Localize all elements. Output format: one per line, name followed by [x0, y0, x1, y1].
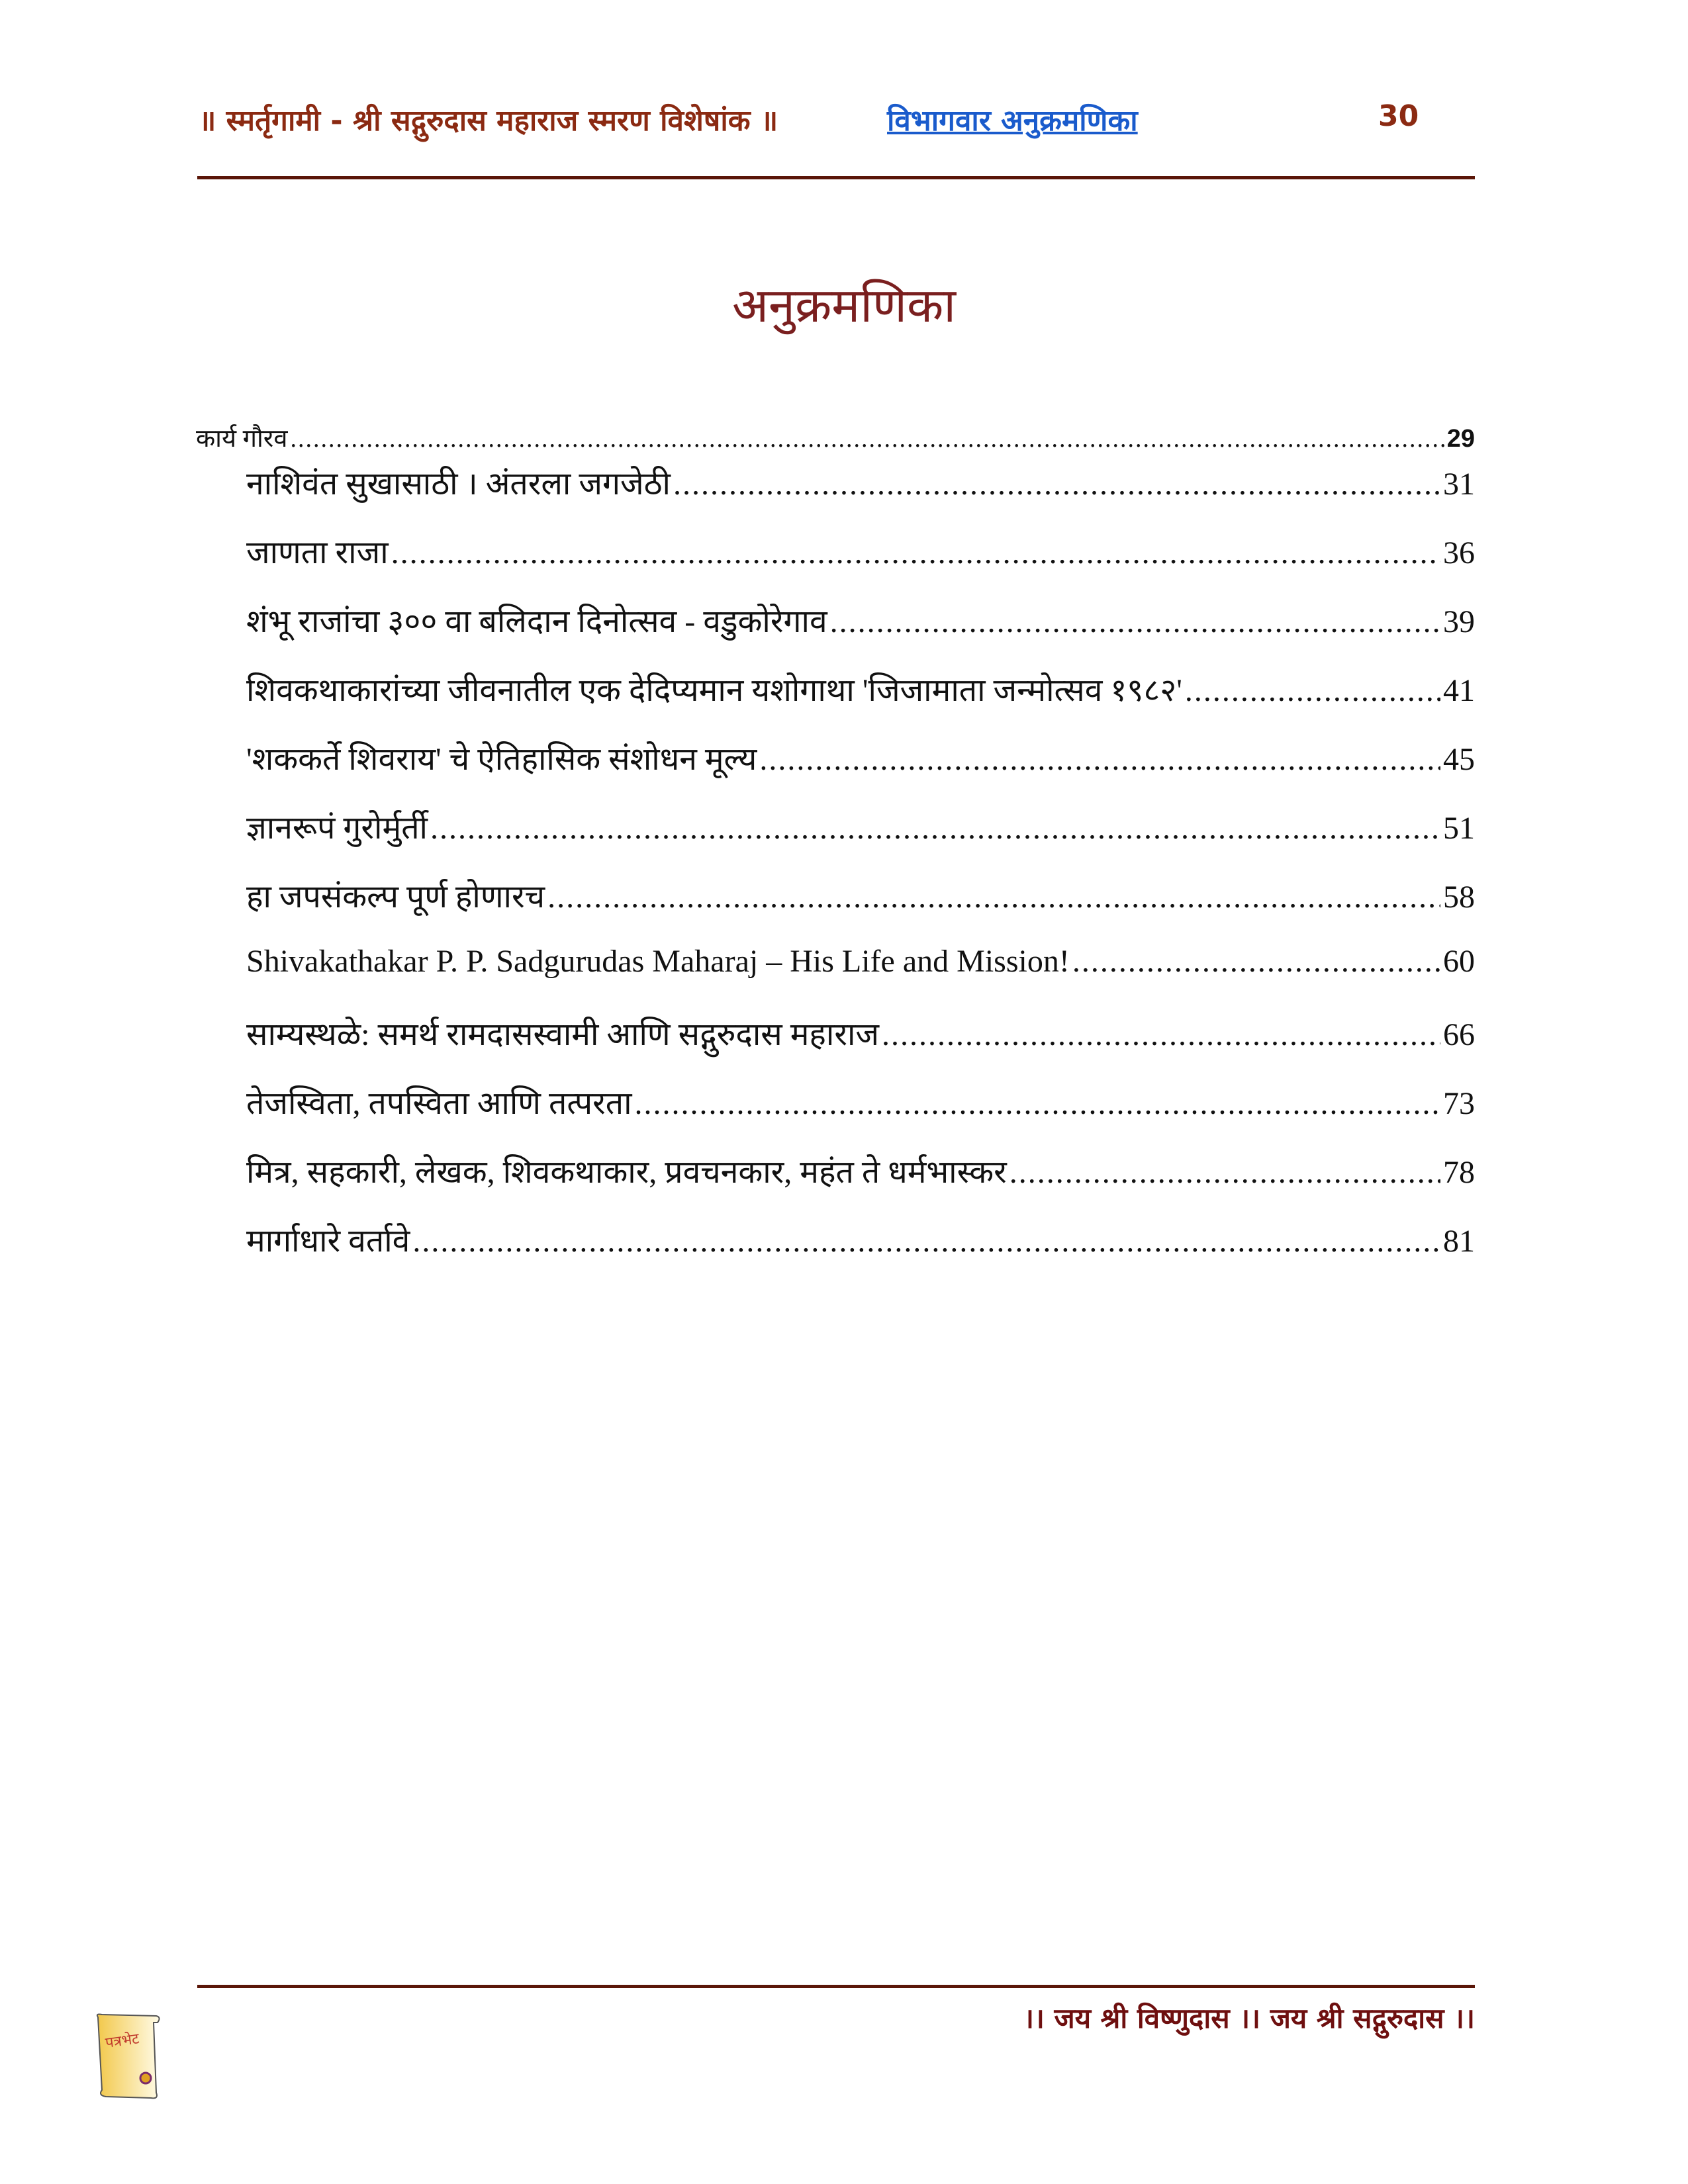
toc-entry[interactable] [196, 737, 1475, 805]
toc-entry-title: तेजस्विता, तपस्विता आणि तत्परता [246, 1086, 632, 1121]
toc-entry[interactable] [196, 874, 1475, 943]
footer-motto: ।। जय श्री विष्णुदास ।। जय श्री सद्गुरुदास ।। [1023, 2002, 1475, 2034]
toc-entry-page: 73 [1443, 1086, 1475, 1121]
toc-entry-title: शंभू राजांचा ३०० वा बलिदान दिनोत्सव - वडुकोरेगाव [246, 604, 827, 639]
page-title: अनुक्रमणिका [732, 277, 956, 333]
toc-entry[interactable] [196, 420, 1475, 461]
toc-entry[interactable] [196, 943, 1475, 1012]
dot-leader [759, 741, 1440, 778]
dot-leader [830, 604, 1440, 640]
toc-entry-page: 31 [1443, 467, 1475, 502]
toc-entry-page: 41 [1443, 673, 1475, 708]
toc-entry[interactable] [196, 1218, 1475, 1287]
toc-entry-title: मार्गाधारे वर्तावे [246, 1224, 410, 1259]
toc-entry-title: 'शककर्ते शिवराय' चे ऐतिहासिक संशोधन मूल्य [246, 742, 757, 777]
footer-divider [197, 1985, 1475, 1988]
dot-leader [430, 810, 1440, 846]
toc-entry-page: 29 [1446, 425, 1475, 453]
dot-leader [635, 1085, 1440, 1122]
patrabhet-scroll-logo [93, 2012, 165, 2105]
dot-leader [673, 466, 1440, 502]
dot-leader [882, 1017, 1440, 1053]
toc-entry[interactable] [196, 668, 1475, 737]
toc-entry-title: मित्र, सहकारी, लेखक, शिवकथाकार, प्रवचनकार, महंत ते धर्मभास्कर [246, 1155, 1007, 1190]
toc-entry[interactable] [196, 530, 1475, 599]
toc-entry-title: ज्ञानरूपं गुरोर्मुर्ती [246, 811, 428, 846]
header-divider [197, 176, 1475, 179]
section-index-link[interactable]: विभागवार अनुक्रमणिका [887, 104, 1138, 138]
toc-entry-page: 51 [1443, 811, 1475, 846]
toc-entry-page: 39 [1443, 604, 1475, 639]
dot-leader [391, 535, 1440, 571]
toc-entry-title: शिवकथाकारांच्या जीवनातील एक देदिप्यमान यशोगाथा 'जिजामाता जन्मोत्सव १९८२' [246, 673, 1182, 708]
dot-leader [1072, 943, 1440, 979]
toc-entry-title: साम्यस्थळे: समर्थ रामदासस्वामी आणि सद्गुरुदास महाराज [246, 1017, 880, 1052]
toc-entry-title: Shivakathakar P. P. Sadgurudas Maharaj – His Life and Mission! [246, 944, 1070, 979]
toc-entry[interactable] [196, 461, 1475, 530]
dot-leader [547, 879, 1440, 915]
dot-leader [1185, 672, 1440, 709]
page-number: 30 [1378, 99, 1419, 133]
toc-entry-page: 36 [1443, 535, 1475, 570]
dot-leader [412, 1223, 1440, 1259]
toc-entry-page: 66 [1443, 1017, 1475, 1052]
toc-entry-page: 58 [1443, 880, 1475, 915]
toc-entry-page: 60 [1443, 944, 1475, 979]
toc-entry-title: हा जपसंकल्प पूर्ण होणारच [246, 880, 545, 915]
toc-entry[interactable] [196, 805, 1475, 874]
dot-leader [1009, 1154, 1440, 1191]
toc-entry-page: 45 [1443, 742, 1475, 777]
table-of-contents [196, 420, 1475, 1287]
logo-text: पत्रभेट [104, 2030, 140, 2052]
toc-entry-title: जाणता राजा [246, 535, 389, 570]
toc-entry-title: कार्य गौरव [196, 425, 288, 453]
toc-entry[interactable] [196, 1150, 1475, 1218]
header-title: ॥ स्मर्तृगामी - श्री सद्गुरुदास महाराज स्मरण विशेषांक ॥ [199, 104, 778, 138]
toc-entry-page: 81 [1443, 1224, 1475, 1259]
toc-entry[interactable] [196, 1081, 1475, 1150]
toc-entry-page: 78 [1443, 1155, 1475, 1190]
dot-leader [290, 424, 1444, 453]
toc-entry-title: नाशिवंत सुखासाठी । अंतरला जगजेठी [246, 467, 671, 502]
toc-entry[interactable] [196, 1012, 1475, 1081]
toc-entry[interactable] [196, 599, 1475, 668]
